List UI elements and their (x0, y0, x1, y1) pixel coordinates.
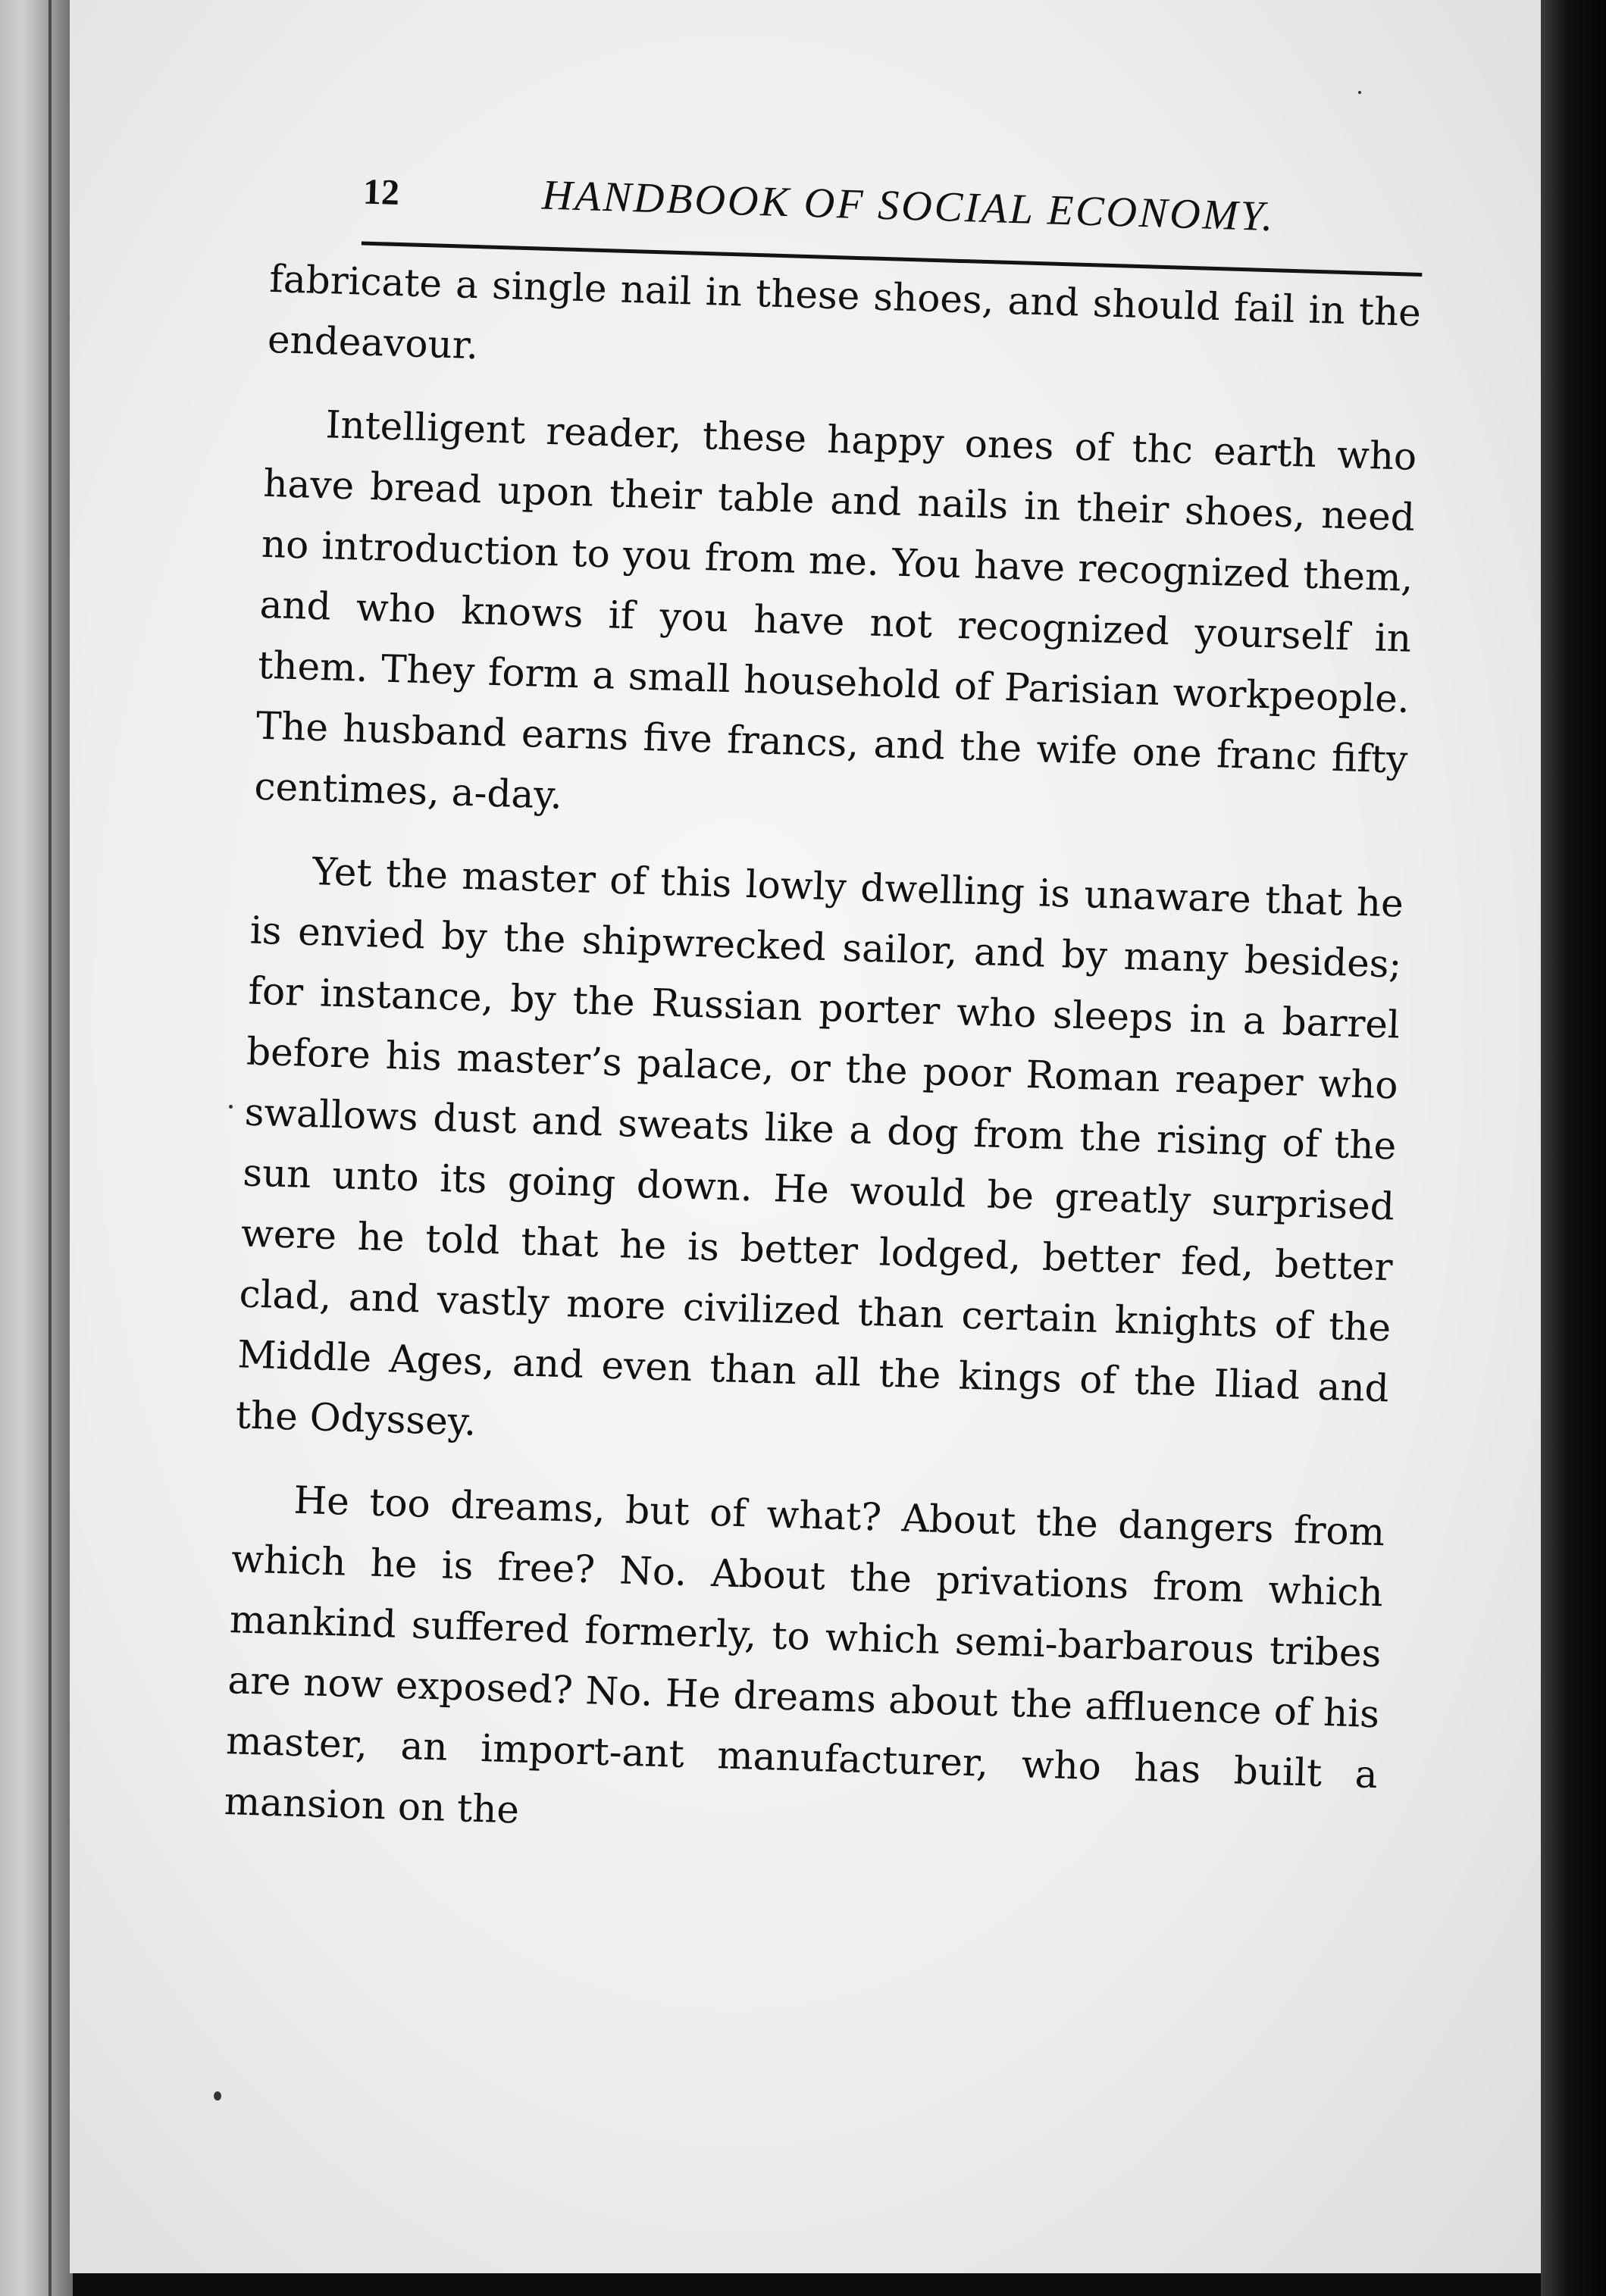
paragraph-1: fabricate a single nail in these shoes, and should fail in the endeavour. (267, 256, 1422, 368)
page-number: 12 (362, 171, 400, 213)
ink-speck (214, 2091, 221, 2100)
book-edge-line (49, 0, 52, 2296)
scan-right-shadow (1541, 0, 1606, 2296)
ink-speck (229, 1105, 233, 1109)
paragraph-2: Intelligent reader, these happy ones of thc earth who have bread upon their table and nails in their shoes, need no introduction to you from me. You have recognized them, and who knows if you have not recognized yourself in them. They form a small household of Parisian workpeople. The husband earns five francs, and the wife one franc fifty centimes, a-day. (253, 402, 1418, 818)
ink-speck (1358, 91, 1361, 94)
running-title: HANDBOOK OF SOCIAL ECONOMY. (541, 171, 1276, 241)
paragraph-4: He too dreams, but of what? About the dangers from which he is free? No. About the privations from which mankind suffered formerly, to which semi-barbarous tribes are now exposed? No. He dreams about the affluence of his master, an import-ant manufacturer, who has built a mansion on the (223, 1478, 1385, 1832)
page-text-block (224, 163, 1425, 1866)
paragraph-3: Yet the master of this lowly dwelling is unaware that he is envied by the shipwrecked sailor, and by many besides; for instance, by the Russian porter who sleeps in a barrel before his master’s palace, or the poor Roman reaper who swallows dust and sweats like a dog from the rising of the sun unto its going down. He would be greatly surprised were he told that he is better lodged, better fed, better clad, and vastly more civilized than certain knights of the Middle Ages, and even than all the kings of the Iliad and the Odyssey. (235, 849, 1404, 1444)
scan-left-margin (0, 0, 73, 2296)
